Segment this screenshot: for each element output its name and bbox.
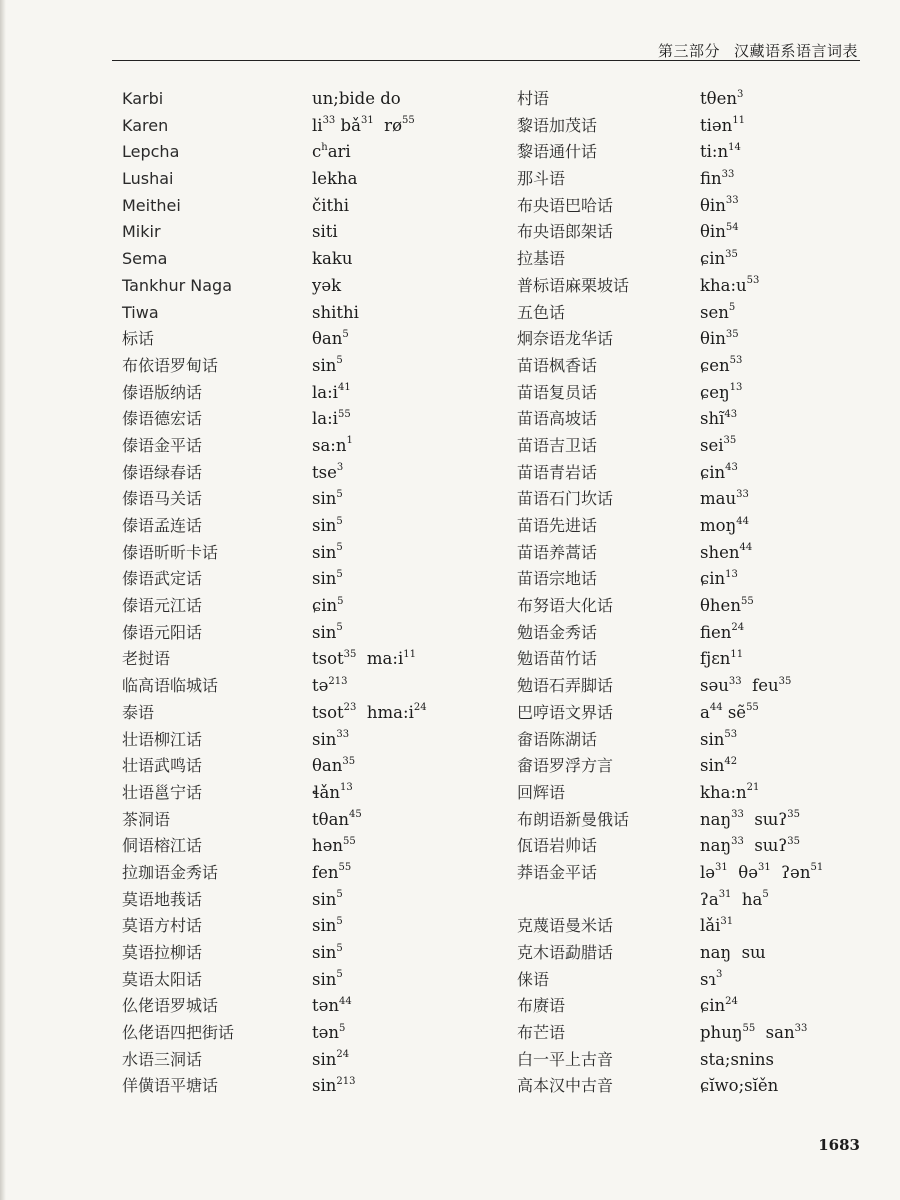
- right-word-form: ɕin$^{35}$: [700, 248, 738, 269]
- left-word-form: tsot$^{23}$ $hma:i^{24}$: [312, 702, 427, 722]
- right-language-name: 黎语加茂话: [517, 115, 598, 135]
- left-language-name: 莫语太阳话: [122, 969, 203, 989]
- right-word-form: ɕeŋ$^{13}$: [700, 382, 743, 402]
- right-word-form: ɕĭwo;sĭěn: [700, 1076, 779, 1096]
- left-word-form: tə$^{213}$: [312, 675, 348, 696]
- right-language-name: 高本汉中古音: [517, 1076, 614, 1096]
- right-language-name: 布赓语: [517, 996, 566, 1016]
- right-word-form: $a^{44}$ sẽ$^{55}$: [700, 702, 759, 722]
- right-language-name: 佤语岩帅话: [517, 836, 598, 856]
- left-word-form: tse$^3$: [312, 462, 344, 482]
- left-language-column: [122, 86, 234, 1100]
- right-word-form: phuŋ$^{55}$ san$^{33}$: [700, 1022, 808, 1043]
- right-language-name: 畲语陈湖话: [517, 729, 598, 749]
- right-word-form: lǎi$^{31}$: [700, 915, 734, 936]
- left-word-form: $\sin^{33}$: [312, 729, 350, 749]
- right-language-name: 苗语枫香话: [517, 355, 598, 375]
- left-word-form: $\sin^5$: [312, 942, 343, 962]
- left-word-form: un;bide do: [312, 89, 401, 108]
- right-word-form: fien$^{24}$: [700, 622, 745, 642]
- right-language-name: 苗语宗地话: [517, 569, 598, 589]
- left-word-form: $\sin^{213}$: [312, 1075, 356, 1096]
- left-language-name: 傣语孟连话: [122, 516, 203, 535]
- right-word-form: tθen$^3$: [700, 88, 744, 108]
- right-word-form: moŋ$^{44}$: [700, 515, 749, 535]
- right-word-form: $kha:n^{21}$: [700, 782, 760, 802]
- header-rule: [112, 60, 860, 61]
- right-language-name: 苗语养蒿话: [517, 542, 598, 562]
- left-word-form: tsot$^{35}$ $ma:i^{11}$: [312, 648, 416, 669]
- left-word-form: $\sin^5$: [312, 915, 343, 936]
- right-language-name: 普标语麻栗坡话: [517, 275, 630, 295]
- left-language-name: 壮语柳江话: [122, 729, 203, 749]
- right-language-name: 勉语石弄脚话: [517, 676, 614, 696]
- right-word-form: shĩ$^{43}$: [700, 408, 738, 429]
- left-language-name: 临高语临城话: [122, 676, 219, 696]
- left-language-name: Tiwa: [122, 302, 159, 322]
- left-word-form: $\sin^5$: [312, 889, 343, 909]
- running-head: [658, 40, 858, 61]
- right-language-name: 布央语巴哈话: [517, 195, 614, 215]
- left-language-name: 傣语元阳话: [122, 622, 203, 642]
- right-word-form: ʔa$^{31}$ $ha^5$: [700, 889, 769, 909]
- right-language-name: 炯奈语龙华话: [517, 329, 614, 349]
- left-language-name: 傣语武定话: [122, 569, 203, 589]
- right-word-form: θin$^{33}$: [700, 195, 739, 215]
- left-word-form: $\sin^5$: [312, 542, 343, 562]
- left-language-name: 茶洞语: [122, 809, 171, 829]
- left-language-name: 傣语版纳话: [122, 382, 203, 402]
- left-word-form: $la:i^{55}$: [312, 408, 351, 429]
- right-language-name: 那斗语: [517, 169, 566, 189]
- right-language-name: 勉语金秀话: [517, 622, 598, 642]
- left-word-form: $\sin^5$: [312, 568, 343, 589]
- left-language-name: 傣语绿春话: [122, 462, 203, 482]
- right-word-form: $\sin^{42}$: [700, 755, 738, 776]
- left-word-form: fen$^{55}$: [312, 862, 352, 882]
- right-word-form: sen$^5$: [700, 302, 736, 322]
- left-language-name: 老挝语: [122, 649, 171, 669]
- left-language-name: Sema: [122, 249, 168, 269]
- right-language-name: 白一平上古音: [517, 1049, 614, 1069]
- right-word-form: fin$^{33}$: [700, 168, 735, 189]
- right-word-form: $kha:u^{53}$: [700, 275, 760, 295]
- right-language-name: 巴哼语文界话: [517, 702, 614, 722]
- left-word-form: $\sin^5$: [312, 488, 343, 509]
- left-word-form: tən$^5$: [312, 1022, 346, 1043]
- left-word-form: $\sin^5$: [312, 622, 343, 642]
- left-language-name: 傣语昕昕卡话: [122, 542, 219, 562]
- left-language-name: Karen: [122, 115, 169, 135]
- right-language-name: 村语: [517, 89, 550, 108]
- left-language-name: 佯僙语平塘话: [122, 1076, 219, 1096]
- left-language-name: 傣语元江话: [122, 596, 203, 616]
- right-word-form: naŋ sɯ: [700, 943, 766, 962]
- left-language-name: 傣语德宏话: [122, 409, 203, 429]
- right-word-form: θin$^{35}$: [700, 328, 739, 349]
- left-form-column: [312, 86, 427, 1100]
- right-word-form: lə$^{31}$ θə$^{31}$ ʔən$^{51}$: [700, 862, 824, 882]
- right-word-form: naŋ$^{33}$ sɯʔ$^{35}$: [700, 809, 801, 829]
- running-head-part: 第三部分: [657, 42, 720, 60]
- left-language-name: Tankhur Naga: [122, 275, 233, 295]
- left-word-form: tθan$^{45}$: [312, 809, 362, 829]
- left-language-name: 水语三洞话: [122, 1049, 203, 1069]
- left-language-name: Lushai: [122, 169, 174, 189]
- left-word-form: θan$^5$: [312, 328, 349, 349]
- left-word-form: siti: [312, 222, 338, 242]
- right-language-name: 苗语石门坎话: [517, 489, 614, 509]
- right-word-form: sta;snins: [700, 1049, 774, 1069]
- left-word-form: θan$^{35}$: [312, 755, 356, 776]
- right-language-name: 布央语郎架话: [517, 222, 614, 242]
- left-word-form: čithi: [312, 195, 350, 215]
- right-word-form: sei$^{35}$: [700, 435, 737, 455]
- right-word-form: shen$^{44}$: [700, 542, 753, 562]
- right-word-form: fjɛn$^{11}$: [700, 648, 744, 669]
- left-word-form: $\sin^5$: [312, 969, 343, 989]
- left-word-form: $c^hari$: [312, 141, 351, 162]
- left-word-form: yək: [312, 275, 342, 295]
- right-language-name: 苗语先进话: [517, 516, 598, 535]
- left-language-name: Mikir: [122, 222, 161, 242]
- right-word-form: ɕen$^{53}$: [700, 355, 743, 375]
- right-language-name: 苗语高坡话: [517, 409, 598, 429]
- left-language-name: Meithei: [122, 195, 181, 215]
- left-language-name: 傣语金平话: [122, 435, 203, 455]
- right-word-form: ɕin$^{24}$: [700, 995, 738, 1016]
- right-word-form: sɿ$^3$: [700, 969, 723, 989]
- right-word-form: mau$^{33}$: [700, 488, 749, 509]
- left-language-name: 泰语: [122, 702, 155, 722]
- right-language-column: [517, 86, 629, 1100]
- left-language-name: 莫语地莪话: [122, 889, 203, 909]
- right-word-form: ɕin$^{43}$: [700, 462, 738, 482]
- left-language-name: 布依语罗甸话: [122, 355, 219, 375]
- left-language-name: 侗语榕江话: [122, 836, 203, 856]
- left-word-form: $la:i^{41}$: [312, 382, 351, 402]
- left-word-form: $li^{33}$ $bǎ^{31}$ $rø^{55}$: [312, 115, 415, 135]
- left-language-name: 莫语拉柳话: [122, 943, 203, 962]
- left-word-form: ɬǎn$^{13}$: [312, 782, 353, 802]
- right-language-name: 俫语: [517, 969, 550, 989]
- left-word-form: ɕin$^5$: [312, 595, 344, 616]
- left-word-form: $\sin^5$: [312, 515, 343, 535]
- right-language-name: 勉语苗竹话: [517, 649, 598, 669]
- right-language-name: 拉基语: [517, 249, 566, 269]
- right-word-form: θin$^{54}$: [700, 221, 739, 242]
- right-language-name: 回辉语: [517, 782, 566, 802]
- left-word-form: shithi: [312, 302, 359, 322]
- left-word-form: $sa:n^1$: [312, 435, 353, 455]
- left-language-name: Lepcha: [122, 142, 180, 162]
- left-word-form: $\sin^5$: [312, 355, 343, 375]
- right-word-form: səu$^{33}$ feu$^{35}$: [700, 675, 792, 696]
- right-word-form: $ti:n^{14}$: [700, 141, 741, 162]
- right-language-name: 莽语金平话: [517, 862, 598, 882]
- right-language-name: 布努语大化话: [517, 596, 614, 616]
- right-word-form: tiən$^{11}$: [700, 115, 746, 135]
- left-word-form: kaku: [312, 249, 353, 269]
- page-gutter-shadow: [0, 0, 6, 1200]
- right-language-name: 克木语勐腊话: [517, 943, 614, 962]
- left-word-form: $\sin^{24}$: [312, 1049, 350, 1069]
- right-word-form: θhen$^{55}$: [700, 595, 754, 616]
- left-language-name: 标话: [122, 329, 155, 349]
- right-word-form: $\sin^{53}$: [700, 729, 738, 749]
- left-language-name: 壮语邕宁话: [122, 782, 203, 802]
- right-language-name: 畲语罗浮方言: [517, 756, 614, 776]
- page-number: 1683: [818, 1136, 860, 1154]
- right-form-column: [700, 86, 823, 1100]
- left-word-form: hən$^{55}$: [312, 835, 356, 856]
- right-language-name: 苗语复员话: [517, 382, 598, 402]
- right-language-name: 五色话: [517, 302, 566, 322]
- right-language-name: 布朗语新曼俄话: [517, 809, 630, 829]
- left-language-name: Karbi: [122, 89, 164, 108]
- right-language-name: [517, 887, 629, 914]
- right-language-name: 布芒语: [517, 1023, 566, 1043]
- left-word-form: lekha: [312, 169, 358, 189]
- left-language-name: 仫佬语四把街话: [122, 1023, 235, 1043]
- right-word-form: naŋ$^{33}$ sɯʔ$^{35}$: [700, 835, 801, 856]
- right-language-name: 苗语青岩话: [517, 462, 598, 482]
- right-language-name: 克蔑语曼米话: [517, 916, 614, 936]
- right-language-name: 苗语吉卫话: [517, 435, 598, 455]
- running-head-title: 汉藏语系语言词表: [733, 42, 858, 60]
- left-word-form: tən$^{44}$: [312, 995, 352, 1016]
- left-language-name: 仫佬语罗城话: [122, 996, 219, 1016]
- left-language-name: 拉珈语金秀话: [122, 862, 219, 882]
- right-language-name: 黎语通什话: [517, 142, 598, 162]
- left-language-name: 莫语方村话: [122, 916, 203, 936]
- left-language-name: 壮语武鸣话: [122, 756, 203, 776]
- left-language-name: 傣语马关话: [122, 489, 203, 509]
- right-word-form: ɕin$^{13}$: [700, 568, 738, 589]
